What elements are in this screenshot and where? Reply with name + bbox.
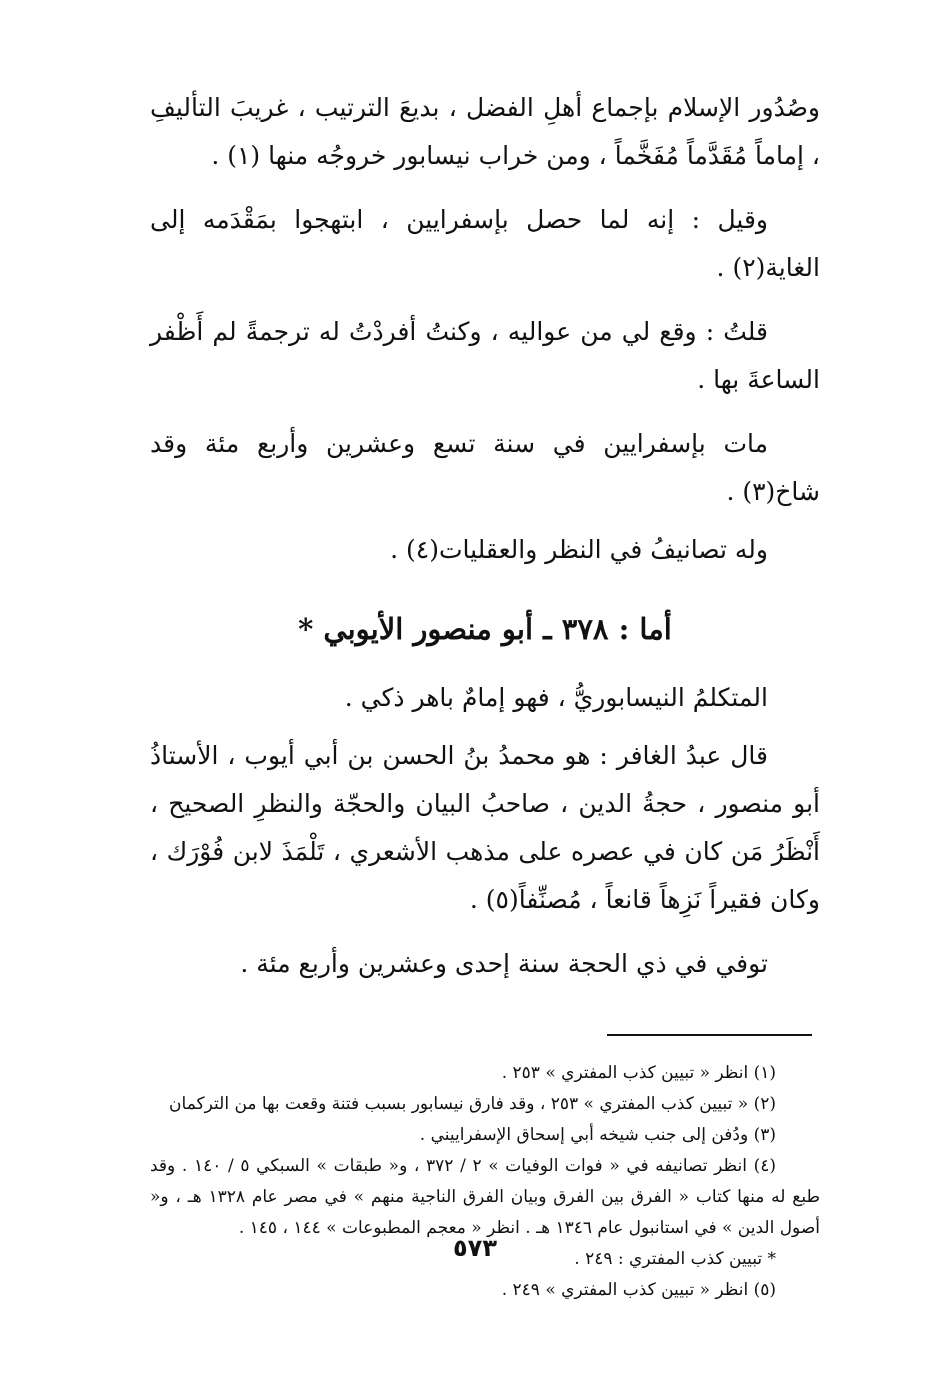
footnote-4: (٤) انظر تصانيفه في « فوات الوفيات » ٢ / ٣٧٢ ، و« طبقات » السبكي ٥ / ١٤٠ . وقد طبع له منها كتاب « الفرق بين الفرق وبيان الفرق الناجية منهم » في مصر عام ١٣٢٨ هـ ، و« أصول الدين » في استانبول عام ١٣٤٦ هـ . انظر « معجم المطبوعات » ١٤٤ ، ١٤٥ .	[150, 1156, 820, 1238]
paragraph-7: قال عبدُ الغافر : هو محمدُ بنُ الحسن بن أبي أيوب ، الأستاذُ أبو منصور ، حجةُ الدين ، صاحبُ البيان والحجّة والنظرِ الصحيح ، أَنْظَرُ مَن كان في عصره على مذهب الأشعري ، تَلْمَذَ لابن فُوْرَك ، وكان فقيراً نَزِهاً قانعاً ، مُصنِّفاً(٥) .	[150, 741, 820, 914]
footnote-2: (٢) « تبيين كذب المفتري » ٢٥٣ ، وقد فارق نيسابور بسبب فتنة وقعت بها من التركمان	[169, 1094, 776, 1114]
footnote-star: * تبيين كذب المفتري : ٢٤٩ .	[574, 1249, 776, 1269]
paragraph-8: توفي في ذي الحجة سنة إحدى وعشرين وأربع مئة .	[240, 949, 768, 978]
paragraph-3: قلتُ : وقع لي من عواليه ، وكنتُ أفردْتُ له ترجمةً لم أَظْفر الساعةَ بها .	[150, 317, 820, 394]
paragraph-1: وصُدُور الإسلام بإجماع أهلِ الفضل ، بديعَ الترتيب ، غريبَ التأليفِ ، إماماً مُقَدَّماً مُفَخَّماً ، ومن خراب نيسابور خروجُه منها (١) .	[150, 93, 820, 170]
page-content	[150, 84, 820, 1306]
footnote-divider	[607, 1034, 812, 1036]
paragraph-5: وله تصانيفُ في النظر والعقليات(٤) .	[390, 535, 768, 564]
footnote-5: (٥) انظر « تبيين كذب المفتري » ٢٤٩ .	[501, 1280, 776, 1300]
footnote-3: (٣) ودُفن إلى جنب شيخه أبي إسحاق الإسفراييني .	[419, 1125, 776, 1145]
paragraph-6: المتكلمُ النيسابوريُّ ، فهو إمامٌ باهر ذكي .	[344, 683, 768, 712]
footnote-1: (١) انظر « تبيين كذب المفتري » ٢٥٣ .	[501, 1063, 776, 1083]
page-number: ٥٧٣	[453, 1234, 497, 1262]
paragraph-2: وقيل : إنه لما حصل بإسفرايين ، ابتهجوا بمَقْدَمه إلى الغاية(٢) .	[150, 205, 820, 282]
entry-heading: أما : ٣٧٨ ـ أبو منصور الأيوبي *	[298, 612, 672, 646]
paragraph-4: مات بإسفرايين في سنة تسع وعشرين وأربع مئة وقد شاخ(٣) .	[150, 429, 820, 506]
